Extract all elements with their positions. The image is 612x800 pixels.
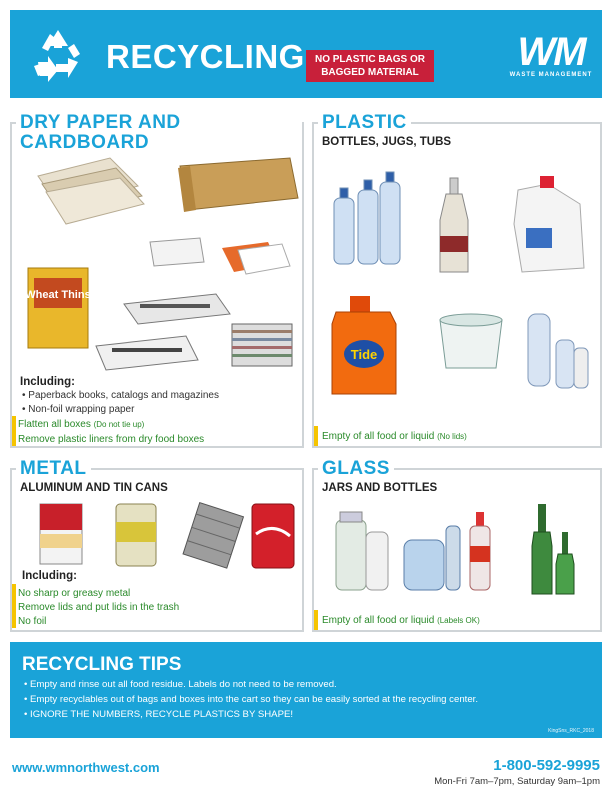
- metal-subtitle: ALUMINUM AND TIN CANS: [20, 482, 168, 494]
- metal-note-bar: [12, 584, 16, 628]
- glass-items-image: [326, 502, 596, 602]
- tip-item: • Empty and rinse out all food residue. Labels do not need to be removed.: [24, 679, 337, 690]
- glass-jar-image: [336, 512, 388, 590]
- paper-note-flatten: [18, 419, 144, 430]
- website-link[interactable]: www.wmnorthwest.com: [12, 760, 160, 775]
- detergent-bottle-image: [332, 296, 396, 394]
- page-title: RECYCLING: [106, 38, 305, 75]
- header-banner: [10, 10, 602, 98]
- paper-stack-image: [38, 158, 144, 224]
- logo-subtitle: WASTE MANAGEMENT: [509, 72, 593, 78]
- paper-items-image: [20, 138, 300, 374]
- plastic-tub-image: [440, 314, 502, 368]
- metal-panel: [10, 458, 304, 632]
- paper-title: DRY PAPER AND CARDBOARD: [16, 113, 302, 153]
- cardboard-image: [178, 158, 298, 212]
- phone-number[interactable]: 1-800-592-9995: [493, 757, 600, 774]
- recycle-icon: [28, 24, 88, 84]
- water-bottles-image: [334, 172, 400, 264]
- cereal-box-text: Wheat Thins: [25, 289, 91, 301]
- glass-note-small: (Labels OK): [437, 616, 480, 625]
- tip-item: • Empty recyclables out of bags and boxes into the cart so they can be easily sorted at the recycling center.: [24, 694, 478, 705]
- paper-note-liners: Remove plastic liners from dry food boxes: [18, 434, 205, 445]
- soup-can-image: [40, 504, 82, 564]
- tip-text: Empty and rinse out all food residue. Labels do not need to be removed.: [30, 679, 337, 690]
- plastic-note-bar: [314, 426, 318, 446]
- metal-note: Remove lids and put lids in the trash: [18, 602, 180, 613]
- cola-can-image: [252, 504, 294, 568]
- plastic-note-small: (No lids): [437, 432, 467, 441]
- plastic-note: [322, 431, 467, 442]
- glass-subtitle: JARS AND BOTTLES: [322, 482, 438, 494]
- list-item: • Non-foil wrapping paper: [22, 404, 135, 415]
- glass-title: GLASS: [318, 459, 394, 479]
- list-item: • Paperback books, catalogs and magazines: [22, 390, 219, 401]
- paper-bullet-text: Non-foil wrapping paper: [28, 404, 135, 415]
- plastic-panel: [312, 112, 602, 448]
- tin-can-image: [183, 503, 243, 569]
- paper-panel: [10, 112, 304, 448]
- metal-including-label: Including:: [22, 570, 77, 582]
- tips-banner: [10, 642, 602, 738]
- glass-note: [322, 615, 480, 626]
- glass-note-bar: [314, 610, 318, 630]
- paper-note-flatten-small: (Do not tie up): [93, 420, 145, 429]
- plastic-note-text: Empty of all food or liquid: [322, 431, 435, 442]
- plastic-title: PLASTIC: [318, 113, 411, 133]
- credit-text: KingSns_RKC_2018: [548, 728, 594, 734]
- paper-bullet-text: Paperback books, catalogs and magazines: [28, 390, 219, 401]
- newspaper-image: [96, 294, 292, 370]
- business-hours: Mon-Fri 7am–7pm, Saturday 9am–1pm: [434, 776, 600, 787]
- warning-badge: NO PLASTIC BAGS OR BAGGED MATERIAL: [306, 50, 434, 82]
- metal-note: No sharp or greasy metal: [18, 588, 131, 599]
- plastic-subtitle: BOTTLES, JUGS, TUBS: [322, 136, 452, 148]
- glass-note-text: Empty of all food or liquid: [322, 615, 435, 626]
- tip-item: • IGNORE THE NUMBERS, RECYCLE PLASTICS BY SHAPE!: [24, 709, 294, 720]
- glass-bottles-image: [404, 512, 490, 590]
- milk-jug-image: [514, 176, 584, 272]
- aluminum-can-image: [116, 504, 156, 566]
- cereal-box-image: [25, 268, 90, 348]
- paper-note-bar: [12, 416, 16, 446]
- tips-title: RECYCLING TIPS: [22, 654, 182, 675]
- wine-bottles-image: [532, 504, 574, 594]
- logo-letters: WM: [517, 30, 585, 74]
- wm-logo: [499, 32, 603, 86]
- plastic-items-image: [322, 164, 598, 412]
- tip-text: IGNORE THE NUMBERS, RECYCLE PLASTICS BY SHAPE!: [30, 709, 294, 720]
- paper-note-flatten-text: Flatten all boxes: [18, 419, 91, 430]
- mail-image: [150, 238, 290, 274]
- metal-title: METAL: [16, 459, 91, 479]
- detergent-text: Tide: [350, 347, 378, 362]
- soda-bottle-image: [440, 178, 468, 272]
- paper-including-label: Including:: [20, 376, 75, 388]
- glass-panel: [312, 458, 602, 632]
- small-bottles-image: [528, 314, 588, 388]
- metal-cans-image: [34, 500, 304, 574]
- metal-note: No foil: [18, 616, 47, 627]
- tip-text: Empty recyclables out of bags and boxes into the cart so they can be easily sorted at the recycling center.: [30, 694, 478, 705]
